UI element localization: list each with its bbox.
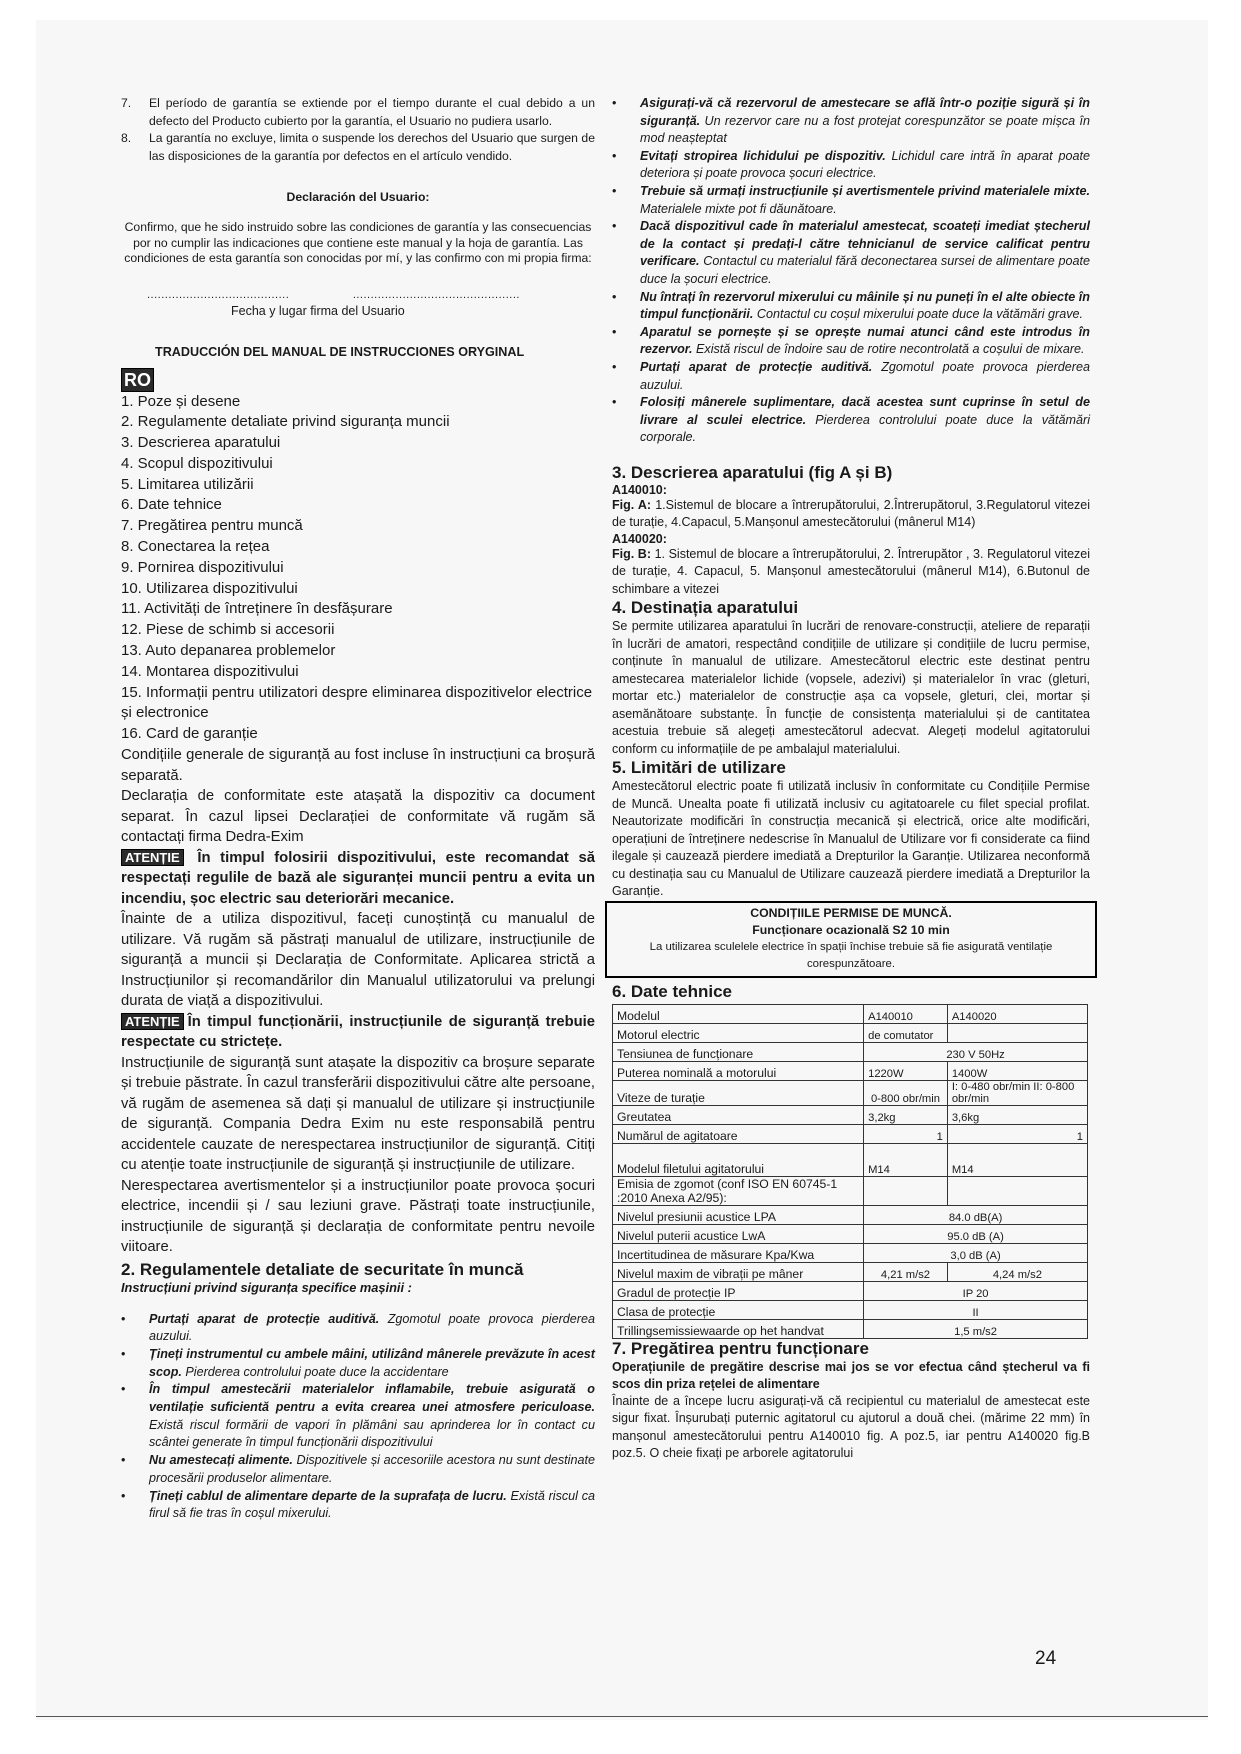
spec-label: Emisia de zgomot (conf ISO EN 60745-1 :2010 Anexa A2/95): [613,1176,864,1205]
user-declaration-text: Confirmo, que he sido instruido sobre las condiciones de garantía y las consecuencias por no cumplir las indicaciones que contiene este manual y la hoja de garantía. Las condiciones de esta garantía son conocidas por mí, y las confirmo con mi propia firma: [124,220,592,265]
spec-label: Modelul filetului agitatorului [613,1143,864,1176]
table-row [613,1224,1088,1243]
spec-value: 3,2kg [864,1105,948,1124]
model-a140010-label: A140010: [612,482,667,497]
toc-item: 16. Card de garanție [121,725,258,743]
bullet-bold: Nu întrați în rezervorul mixerului cu mâinile și nu puneți în el alte obiecte în timpul funcționării. [640,289,1090,322]
translation-title: TRADUCCIÓN DEL MANUAL DE INSTRUCCIONES ORYGINAL [155,344,525,359]
attention-badge: ATENȚIE [121,1013,184,1030]
table-row [613,1105,1088,1124]
bullet-bold: Evitați stropirea lichidului pe dispozitiv. [640,148,886,163]
date-place-line: ........................................ [147,288,290,301]
warning-paragraph [121,1012,595,1053]
bullet-bold: Țineți instrumentul cu ambele mâini, utilizând mânerele prevăzute în acest scop. [149,1346,595,1379]
bullet-icon: • [121,1382,126,1397]
spec-label: Trillingsemissiewaarde op het handvat [613,1319,864,1338]
attention-badge: ATENȚIE [121,849,184,866]
spec-label: Nivelul presiunii acustice LPA [613,1205,864,1224]
list-item [121,1346,595,1381]
bullet-text: Contactul cu coșul mixerului poate duce la vătămări grave. [753,307,1084,322]
list-item [612,148,1090,183]
signature-lines [121,289,595,301]
bullet-icon: • [612,289,617,304]
toc-item: 2. Regulamente detaliate privind siguranța muncii [121,413,450,431]
section-7-text: Înainte de a începe lucru asigurați-vă că recipientul cu materialul de amestecat este sigur fixat. Înșurubați puternic agitatorul cu ajutorul a două chei. (mărime 22 mm) în manșonul amestecătorului pentru A140010 fig. A poz.5, iar pentru A140020 fig.B poz.5. O cheie fixați pe arborele agitatorului [612,1393,1090,1461]
bullet-icon: • [121,1453,126,1468]
bullet-text: Lichidul care intră în aparat poate deteriora și poate provoca șocuri electrice. [640,148,1090,181]
spec-label: Nivelul puterii acustice LwA [613,1224,864,1243]
bullet-icon: • [121,1346,126,1361]
toc-item: 11. Activități de întreținere în desfășurare [121,600,393,618]
bullet-icon: • [612,324,617,339]
table-row [613,1262,1088,1281]
page-number: 24 [1035,1648,1057,1669]
table-row [613,1300,1088,1319]
list-item [121,1311,595,1346]
list-item-text: El período de garantía se extiende por el tiempo durante el cual debido a un defecto del Producto cubierto por la garantía, el Usuario no pudiera usarlo. [149,96,595,128]
spec-value [947,1023,1087,1042]
list-item [612,183,1090,218]
toc-item: 12. Piese de schimb si accesorii [121,621,335,639]
list-item [121,95,595,130]
intro-section [121,745,595,1258]
bullet-bold: Trebuie să urmați instrucțiunile și avertismentele privind materialele mixte. [640,183,1090,198]
language-badge: RO [121,368,154,392]
table-row [613,1143,1088,1176]
spec-value: de comutator [864,1023,948,1042]
spec-value: 1,5 m/s2 [864,1319,1088,1338]
spec-value: M14 [864,1143,948,1176]
permitted-conditions-box [605,901,1097,978]
toc-item: 6. Date tehnice [121,496,222,514]
bullet-text: Există riscul formării de vapori în plămâni sau aprinderea lor în contact cu scântei generate în timpul funcționării dispozitivului [149,1417,595,1450]
list-item [121,1452,595,1487]
fig-a-text: 1.Sistemul de blocare a întrerupătorului, 2.Întrerupătorul, 3.Regulatorul vitezei de turație, 4.Capacul, 5.Manșonul amestecătorului (mânerul M14) [612,497,1090,530]
toc-item: 5. Limitarea utilizării [121,475,254,493]
safety-bullets [612,95,1090,447]
signature-line: ............................................... [352,288,520,301]
list-item-number: 8. [121,131,132,145]
left-column [121,95,595,1523]
spec-value: IP 20 [864,1281,1088,1300]
warning-paragraph [121,848,595,910]
spec-value: 84.0 dB(A) [864,1205,1088,1224]
spec-label: Puterea nominală a motorului [613,1061,864,1080]
section-5-text: Amestecătorul electric poate fi utilizată inclusiv în conformitate cu Condițiile Permise de Muncă. Unealta poate fi utilizată inclusiv cu agitatoarele cu filet special profilat. Neautorizate modificări în construcția mecanică și electrică, orice alte modificări, operațiuni de întreținere nedescrise în Manualul de Utilizare vor fi considerate ca fiind ilegale și cauzează pierdere imediată a Drepturilor la Garanție. Utilizarea neconformă cu destinația sau cu Manualul de Utilizare cauzează pierdere imediată a Drepturilor la Garanție. [612,779,1090,899]
conditions-title: CONDIȚIILE PERMISE DE MUNCĂ. [750,905,952,920]
section-4-text: Se permite utilizarea aparatului în lucrări de renovare-construcții, ateliere de reparații în lucrări de amatori, respectând condițiile de utilizare și condițiile de lucru permise, conținute în manualul de utilizare. Amestecătorul electric este destinat pentru amestecarea materialelor lichide (vopsele, adezivi) și materialelor în vrac (gleturi, mortar etc.) materialelor de construcție așa ca vopsele, gleturi, clei, mortar și asemănătoare substanțe. În funcție de consistența materialului și de cantitatea acestuia trebuie să alegeți amestecătorul adecvat. Alegeți modelul agitatorului conform cu informațiile de pe ambalajul materialului. [612,619,1090,756]
spec-label: Numărul de agitatoare [613,1124,864,1143]
bullet-bold: În timpul amestecării materialelor inflamabile, trebuie asigurată o ventilație suficientă pentru a evita crearea unei atmosfere periculoase. [149,1382,595,1415]
list-item [612,324,1090,359]
safety-instructions-text: Instrucțiunile de siguranță sunt atașate la dispozitiv ca broșure separate și trebuie păstrate. În cazul transferării dispozitivului către alte persoane, vă rugăm de asemenea să dați și manualul de utilizare și instrucțiunile de siguranță. Compania Dedra Exim nu este responsabilă pentru accidentele cauzate de nerespectarea instrucțiunilor de siguranță. Citiți cu atenție toate instrucțiunile de siguranță și instrucțiunile de utilizare. [121,1054,595,1174]
table-row [613,1061,1088,1080]
spec-label: Nivelul maxim de vibrații pe mâner [613,1262,864,1281]
bullet-bold: Purtați aparat de protecție auditivă. [149,1311,380,1326]
spec-value [947,1176,1087,1205]
spec-label: Modelul [613,1004,864,1023]
spec-value: 4,21 m/s2 [864,1262,948,1281]
bullet-icon: • [612,359,617,374]
bullet-bold: Aparatul se pornește și se oprește numai atunci când este introdus în rezervor. [640,324,1090,357]
spec-value: 3,0 dB (A) [864,1243,1088,1262]
bullet-bold: Asigurați-vă că rezervorul de amestecare se află într-o poziție sigură și în siguranță. [640,96,1090,128]
list-item [612,289,1090,324]
spec-label: Greutatea [613,1105,864,1124]
list-item [121,130,595,165]
bullet-text: Zgomotul poate provoca pierderea auzului. [149,1311,595,1344]
spec-value: 1220W [864,1061,948,1080]
bullet-bold: Folosiți mânerele suplimentare, dacă acestea sunt cuprinse în setul de livrare al sculei electrice. [640,395,1090,427]
spec-value: 3,6kg [947,1105,1087,1124]
technical-data-table [612,1004,1088,1339]
general-safety-text: Condițiile generale de siguranță au fost incluse în instrucțiuni ca broșură separată. [121,747,595,784]
bullet-icon: • [121,1488,126,1503]
section-2-title: 2. Regulamentele detaliate de securitate în muncă [121,1259,524,1279]
spec-label: Viteze de turație [613,1080,864,1105]
fig-a-description [612,497,1090,532]
table-row [613,1319,1088,1338]
table-row [613,1124,1088,1143]
spec-label: Tensiunea de funcționare [613,1042,864,1061]
spec-value: I: 0-480 obr/min II: 0-800 obr/min [947,1080,1087,1105]
toc-item: 15. Informații pentru utilizatori despre eliminarea dispozitivelor electrice și electronice [121,683,593,722]
spec-value: 1 [864,1124,948,1143]
bullet-icon: • [612,96,617,110]
bullet-text: Pierderea controlului poate duce la accidentare [181,1364,449,1379]
table-row [613,1080,1088,1105]
toc-item: 10. Utilizarea dispozitivului [121,579,298,597]
section-2-bullets [121,1311,595,1523]
spec-label: Incertitudinea de măsurare Kpa/Kwa [613,1243,864,1262]
section-5-title: 5. Limitări de utilizare [612,758,786,778]
fig-a-label: Fig. A: [612,497,652,512]
table-of-contents [121,392,595,746]
spec-value: 230 V 50Hz [864,1042,1088,1061]
section-4-title: 4. Destinația aparatului [612,598,799,618]
table-row [613,1023,1088,1042]
table-row [613,1281,1088,1300]
list-item [612,95,1090,148]
conditions-text: La utilizarea sculelele electrice în spații închise trebuie să fie asigurată ventilație corespunzătoare. [649,940,1053,970]
fig-b-description [612,546,1090,599]
spec-value: 1 [947,1124,1087,1143]
bullet-text: Materialele mixte pot fi dăunătoare. [640,201,837,216]
bullet-text: Dispozitivele și accesoriile acestora nu sunt destinate procesării produselor alimentare. [149,1453,595,1485]
section-7-subtitle: Operațiunile de pregătire descrise mai jos se vor efectua când ștecherul va fi scos din priza rețelei de alimentare [612,1359,1090,1391]
list-item [612,394,1090,447]
conformity-text: Declarația de conformitate este atașată la dispozitiv ca document separat. În cazul lipsei Declarației de conformitate vă rugăm să contactați firma Dedra-Exim [121,788,595,846]
bullet-icon: • [612,148,617,163]
bullet-bold: Purtați aparat de protecție auditivă. [640,359,873,374]
bullet-text: Un rezervor care nu a fost protejat corespunzător se poate mișca în mod neașteptat [640,113,1090,146]
spec-value: 0-800 obr/min [864,1080,948,1105]
list-item [121,1381,595,1452]
spec-value: A140010 [864,1004,948,1023]
bullet-text: Contactul cu materialul fără deconectarea sursei de alimentare poate duce la șocuri electrice. [640,254,1090,286]
warning-text: În timpul funcționării, instrucțiunile de siguranță trebuie respectate cu strictețe. [121,1013,595,1051]
toc-item: 1. Poze și desene [121,392,241,410]
footer-divider [36,1716,1208,1717]
toc-item: 3. Descrierea aparatului [121,434,281,452]
spec-value: 4,24 m/s2 [947,1262,1087,1281]
table-row [613,1205,1088,1224]
bullet-text: Există riscul de îndoire sau de rotire necontrolată a coșului de mixare. [692,342,1085,357]
spec-label: Gradul de protecție IP [613,1281,864,1300]
consequences-text: Nerespectarea avertismentelor și a instrucțiunilor poate provoca șocuri electrice, incendii și / sau leziuni grave. Păstrați toate instrucțiunile, instrucțiunile de siguranță și declarația de conformitate pentru nevoile viitoare. [121,1177,595,1256]
section-3-title: 3. Descrierea aparatului (fig A și B) [612,462,893,482]
bullet-text: Zgomotul poate provoca pierderea auzului. [640,359,1090,392]
spec-value [864,1176,948,1205]
right-column [612,95,1090,1463]
bullet-text: Există riscul ca firul să fie tras în coșul mixerului. [149,1488,596,1521]
spec-value: A140020 [947,1004,1087,1023]
manual-text: Înainte de a utiliza dispozitivul, faceți cunoștință cu manualul de utilizare. Vă rugăm să păstrați manualul de utilizare, instrucțiunile de siguranță a muncii și Declarația de Conformitate. Aplicarea strictă a Instrucțiunilor și recomandărilor din Manualul utilizatorului va prelungi durata de viață a dispozitivului. [121,911,595,1010]
section-2-subtitle: Instrucțiuni privind siguranța specifice mașinii : [121,1279,412,1295]
bullet-icon: • [612,219,617,234]
bullet-icon: • [612,183,617,198]
spec-value: M14 [947,1143,1087,1176]
toc-item: 8. Conectarea la rețea [121,538,270,556]
list-item [121,1488,595,1523]
toc-item: 14. Montarea dispozitivului [121,662,299,680]
bullet-bold: Țineți cablul de alimentare departe de la suprafața de lucru. [149,1488,507,1503]
signature-caption: Fecha y lugar firma del Usuario [231,303,405,318]
list-item-number: 7. [121,96,132,110]
table-row [613,1004,1088,1023]
conditions-subtitle: Funcționare ocazională S2 10 min [752,922,950,937]
toc-item: 9. Pornirea dispozitivului [121,558,284,576]
spec-value: 95.0 dB (A) [864,1224,1088,1243]
table-row [613,1042,1088,1061]
section-6-title: 6. Date tehnice [612,981,732,1001]
spec-label: Motorul electric [613,1023,864,1042]
section-7-title: 7. Pregătirea pentru funcționare [612,1338,869,1358]
bullet-icon: • [612,395,617,410]
list-item [612,359,1090,394]
fig-b-text: 1. Sistemul de blocare a întrerupătorului, 2. Întrerupător , 3. Regulatorul vitezei de turație, 4. Capacul, 5. Manșonul amestecătorului (mânerul M14), 6.Butonul de schimbare a vitezei [612,546,1091,596]
spec-label: Clasa de protecție [613,1300,864,1319]
model-a140020-label: A140020: [612,531,667,546]
user-declaration-title: Declaración del Usuario: [286,190,430,204]
bullet-bold: Nu amestecați alimente. [149,1453,293,1468]
fig-b-label: Fig. B: [612,546,651,561]
bullet-icon: • [121,1311,126,1326]
spec-value: 1400W [947,1061,1087,1080]
list-item-text: La garantía no excluye, limita o suspende los derechos del Usuario que surgen de las disposiciones de la garantía por defectos en el artículo vendido. [149,131,595,163]
bullet-bold: Dacă dispozitivul cade în materialul amestecat, scoateți imediat ștecherul de la contact și predați-l către tehnicianul de service calificat pentru verificare. [640,219,1090,269]
bullet-text: Pierderea controlului poate duce la vătămări corporale. [640,412,1090,445]
table-row [613,1243,1088,1262]
toc-item: 4. Scopul dispozitivului [121,454,273,472]
toc-item: 7. Pregătirea pentru muncă [121,517,303,535]
toc-item: 13. Auto depanarea problemelor [121,642,336,660]
table-row [613,1176,1088,1205]
list-item [612,218,1090,288]
warning-text: În timpul folosirii dispozitivului, este recomandat să respectați regulile de bază ale siguranței muncii pentru a evita un incendiu, șoc electric sau deteriorări mecanice. [121,849,595,907]
spec-value: II [864,1300,1088,1319]
spanish-warranty-list [121,95,595,165]
